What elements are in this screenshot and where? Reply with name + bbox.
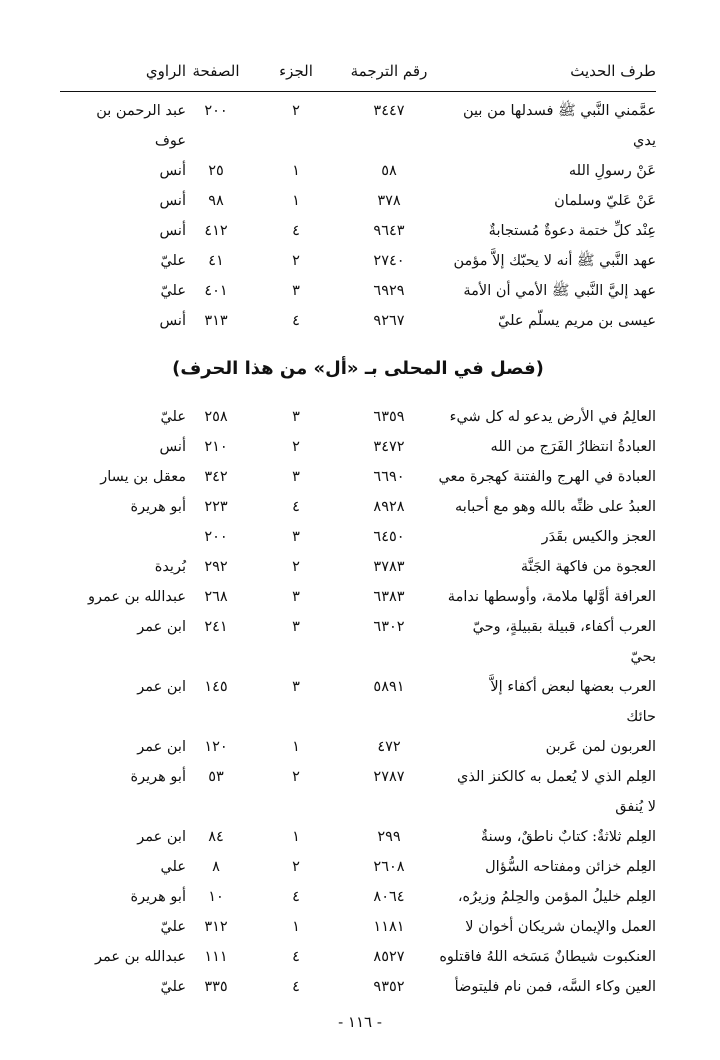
hadith-text: عَنْ رسولِ الله — [568, 163, 656, 179]
narrator: ابن عمر — [137, 679, 186, 695]
table-row-continuation — [60, 702, 656, 732]
page-number-cell: ٢٤١ — [204, 619, 228, 635]
tarjama-number: ٦٣٥٩ — [373, 409, 405, 425]
juz-number: ٣ — [292, 469, 300, 485]
hadith-text: عِنْد كلِّ ختمة دعوةٌ مُستجابةٌ — [488, 223, 656, 239]
table-row — [60, 552, 656, 582]
narrator: أبو هريرة — [130, 889, 186, 905]
tarjama-number: ٦٤٥٠ — [373, 529, 405, 545]
narrator: عوف — [154, 133, 186, 149]
table-row — [60, 852, 656, 882]
tarjama-number: ٢٧٤٠ — [373, 253, 405, 269]
hadith-text: العبادة في الهرج والفتنة كهجرة معي — [438, 469, 656, 485]
page-number-cell: ٢٠٠ — [204, 103, 228, 119]
header-hadith: طرف الحديث — [570, 62, 656, 80]
tarjama-number: ٣٤٧٢ — [373, 439, 405, 455]
hadith-text: العرافة أوَّلها ملامة، وأوسطها ندامة — [447, 589, 656, 605]
tarjama-number: ٢٧٨٧ — [373, 769, 405, 785]
table-row — [60, 306, 656, 336]
page-number-cell: ٢٩٢ — [204, 559, 228, 575]
tarjama-number: ٥٨٩١ — [373, 679, 405, 695]
tarjama-number: ٣٧٨ — [377, 193, 401, 209]
hadith-text: يدي — [633, 133, 656, 149]
narrator: عبد الرحمن بن — [96, 103, 186, 119]
table-row — [60, 216, 656, 246]
narrator: معقل بن يسار — [100, 469, 186, 485]
table-row — [60, 156, 656, 186]
page-number-cell: ٥٣ — [208, 769, 224, 785]
section-title: (فصل في المحلى بـ «أل» من هذا الحرف) — [172, 358, 544, 379]
page-number-cell: ٩٨ — [208, 193, 224, 209]
tarjama-number: ٢٦٠٨ — [373, 859, 405, 875]
table-row — [60, 96, 656, 126]
page-number-cell: ٣٣٥ — [204, 979, 228, 995]
narrator: عليّ — [160, 283, 186, 299]
hadith-text: العمل والإيمان شريكان أخوان لا — [465, 919, 656, 935]
table-row — [60, 942, 656, 972]
header-narrator: الراوي — [145, 62, 186, 80]
narrator: أنس — [159, 163, 186, 179]
page-number-cell: ٤١ — [208, 253, 224, 269]
narrator: عليّ — [160, 979, 186, 995]
juz-number: ٢ — [292, 559, 300, 575]
narrator: عبدالله بن عمر — [95, 949, 186, 965]
tarjama-number: ٤٧٢ — [377, 739, 401, 755]
hadith-text: العبادةُ انتظارُ الفَرَج من الله — [490, 439, 656, 455]
juz-number: ٣ — [292, 619, 300, 635]
juz-number: ٢ — [292, 859, 300, 875]
table-row — [60, 972, 656, 1002]
page-number-cell: ١٠ — [208, 889, 224, 905]
header-tarjama: رقم الترجمة — [350, 62, 428, 80]
narrator: أبو هريرة — [130, 499, 186, 515]
tarjama-number: ٩٦٤٣ — [373, 223, 405, 239]
hadith-text: العجوة من فاكهة الجَنَّة — [520, 559, 656, 575]
table-header — [60, 62, 656, 86]
narrator: عليّ — [160, 919, 186, 935]
hadith-text: العالِمُ في الأرض يدعو له كل شيء — [449, 409, 656, 425]
page-number-cell: ٢٢٣ — [204, 499, 228, 515]
page-number-cell: ٨ — [212, 859, 220, 875]
tarjama-number: ١١٨١ — [373, 919, 405, 935]
table-row — [60, 492, 656, 522]
header-juz: الجزء — [279, 62, 313, 80]
narrator: عليّ — [160, 409, 186, 425]
page-number-cell: ٢٠٠ — [204, 529, 228, 545]
page-number-cell: ٣٤٢ — [204, 469, 228, 485]
narrator: ابن عمر — [137, 619, 186, 635]
narrator: أنس — [159, 313, 186, 329]
juz-number: ٢ — [292, 439, 300, 455]
tarjama-number: ٦٩٢٩ — [373, 283, 405, 299]
juz-number: ١ — [292, 163, 300, 179]
juz-number: ٣ — [292, 409, 300, 425]
table-row — [60, 762, 656, 792]
hadith-text: العِلم الذي لا يُعمل به كالكنز الذي — [457, 769, 656, 785]
narrator: عبدالله بن عمرو — [88, 589, 186, 605]
table-row — [60, 432, 656, 462]
index-table-top — [60, 96, 656, 336]
hadith-text: عمَّمني النَّبي ﷺ فسدلها من بين — [463, 103, 656, 119]
table-row — [60, 732, 656, 762]
page-number-cell: ١٤٥ — [204, 679, 228, 695]
juz-number: ٤ — [292, 889, 300, 905]
juz-number: ٤ — [292, 223, 300, 239]
juz-number: ٤ — [292, 499, 300, 515]
page-number-cell: ١٢٠ — [204, 739, 228, 755]
header-divider — [60, 91, 656, 92]
narrator: أنس — [159, 193, 186, 209]
narrator: بُريدة — [154, 559, 186, 575]
hadith-text: حائك — [626, 709, 656, 725]
juz-number: ١ — [292, 739, 300, 755]
tarjama-number: ٢٩٩ — [377, 829, 401, 845]
table-row-continuation — [60, 792, 656, 822]
juz-number: ٣ — [292, 589, 300, 605]
juz-number: ٤ — [292, 313, 300, 329]
juz-number: ٢ — [292, 769, 300, 785]
page-number-cell: ٤١٢ — [204, 223, 228, 239]
hadith-text: العِلم خزائن ومفتاحه السُّؤال — [485, 859, 656, 875]
table-row — [60, 672, 656, 702]
juz-number: ٣ — [292, 529, 300, 545]
table-row — [60, 822, 656, 852]
table-row-continuation — [60, 642, 656, 672]
tarjama-number: ٦٣٨٣ — [373, 589, 405, 605]
page-number-cell: ٢١٠ — [204, 439, 228, 455]
page-number-cell: ٢٥ — [208, 163, 224, 179]
tarjama-number: ٣٤٤٧ — [373, 103, 405, 119]
juz-number: ٢ — [292, 253, 300, 269]
hadith-text: العرب بعضها لبعض أكفاء إلاَّ — [490, 679, 656, 695]
table-row — [60, 186, 656, 216]
page-number: - ١١٦ - — [338, 1013, 382, 1031]
tarjama-number: ٦٣٠٢ — [373, 619, 405, 635]
juz-number: ٣ — [292, 679, 300, 695]
tarjama-number: ٩٣٥٢ — [373, 979, 405, 995]
tarjama-number: ٦٦٩٠ — [373, 469, 405, 485]
tarjama-number: ٥٨ — [381, 163, 397, 179]
narrator: أنس — [159, 223, 186, 239]
table-row-continuation — [60, 126, 656, 156]
tarjama-number: ٩٢٦٧ — [373, 313, 405, 329]
tarjama-number: ٨٠٦٤ — [373, 889, 405, 905]
juz-number: ٣ — [292, 283, 300, 299]
table-row — [60, 882, 656, 912]
page-number-cell: ٣١٣ — [204, 313, 228, 329]
tarjama-number: ٣٧٨٣ — [373, 559, 405, 575]
table-row — [60, 522, 656, 552]
juz-number: ٢ — [292, 103, 300, 119]
juz-number: ١ — [292, 193, 300, 209]
hadith-text: العجز والكيس بقَدَر — [541, 529, 656, 545]
page-number-cell: ٤٠١ — [204, 283, 228, 299]
page-number-cell: ٣١٢ — [204, 919, 228, 935]
table-row — [60, 276, 656, 306]
hadith-text: عَنْ عَليّ وسلمان — [554, 193, 656, 209]
juz-number: ٤ — [292, 949, 300, 965]
hadith-text: العرب أكفاء، قبيلة بقبيلةٍ، وحيّ — [472, 619, 656, 635]
table-row — [60, 402, 656, 432]
hadith-text: العين وكاء السَّه، فمن نام فليتوضأ — [454, 979, 656, 995]
narrator: أنس — [159, 439, 186, 455]
hadith-text: العبدُ على ظنِّه بالله وهو مع أحبابه — [455, 499, 656, 515]
hadith-text: عهد إليَّ النَّبي ﷺ الأمي أن الأمة — [463, 283, 656, 299]
hadith-text: عيسى بن مريم يسلّم عليّ — [498, 313, 656, 329]
index-table-bottom — [60, 402, 656, 1002]
narrator: أبو هريرة — [130, 769, 186, 785]
narrator: علي — [160, 859, 186, 875]
hadith-text: العنكبوت شيطانٌ مَسَخه اللهُ فاقتلوه — [439, 949, 656, 965]
narrator: عليّ — [160, 253, 186, 269]
table-row — [60, 912, 656, 942]
narrator: ابن عمر — [137, 829, 186, 845]
hadith-text: عهد النَّبي ﷺ أنه لا يحبّك إلاَّ مؤمن — [453, 253, 656, 269]
juz-number: ١ — [292, 919, 300, 935]
header-page: الصفحة — [192, 62, 240, 80]
page-number-cell: ٢٥٨ — [204, 409, 228, 425]
table-row — [60, 582, 656, 612]
page-number-cell: ٢٦٨ — [204, 589, 228, 605]
tarjama-number: ٨٥٢٧ — [373, 949, 405, 965]
table-row — [60, 612, 656, 642]
page-number-cell: ١١١ — [204, 949, 228, 965]
hadith-text: العربون لمن عَربن — [545, 739, 656, 755]
narrator: ابن عمر — [137, 739, 186, 755]
table-row — [60, 246, 656, 276]
juz-number: ١ — [292, 829, 300, 845]
hadith-text: بحيّ — [630, 649, 656, 665]
page-number-cell: ٨٤ — [208, 829, 224, 845]
tarjama-number: ٨٩٢٨ — [373, 499, 405, 515]
hadith-text: العِلم ثلاثةٌ: كتابٌ ناطقٌ، وسنةٌ — [480, 829, 656, 845]
hadith-text: لا يُنفق — [615, 799, 656, 815]
juz-number: ٤ — [292, 979, 300, 995]
hadith-text: العِلم خليلُ المؤمن والحِلمُ وزيرُه، — [457, 889, 656, 905]
table-row — [60, 462, 656, 492]
